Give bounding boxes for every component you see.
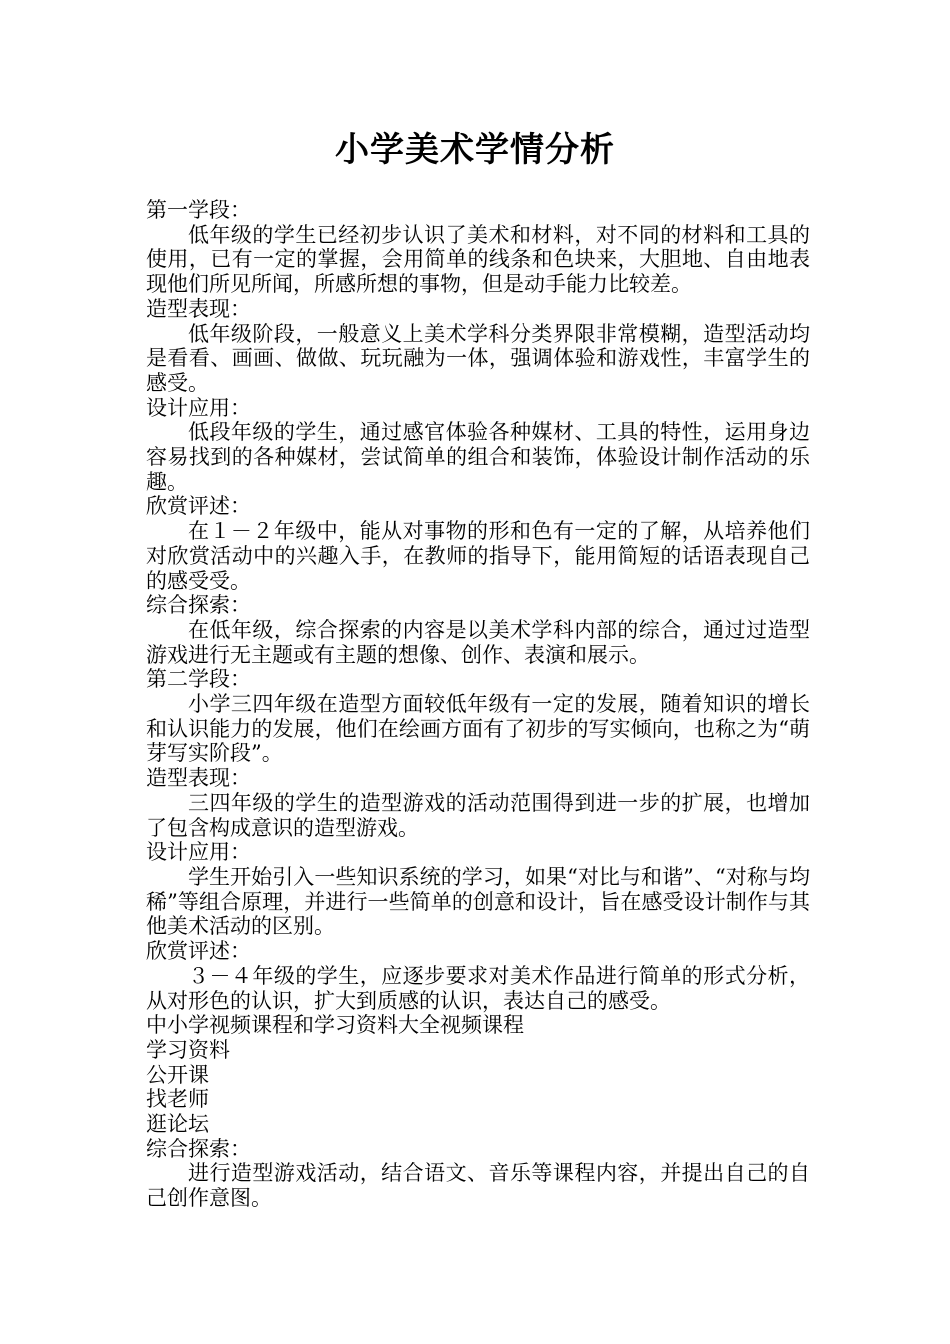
text-line: 逛论坛 [146,1112,209,1137]
section-heading: 造型表现： [146,766,251,791]
section-heading: 第一学段： [146,198,251,222]
section-heading: 综合探索： [146,593,251,618]
paragraph: 在１－２年级中，能从对事物的形和色有一定的了解，从培养他们对欣赏活动中的兴趣入手，在教师的指导下，能用简短的话语表现自己的感受受。 [146,519,810,593]
text-line: 找老师 [146,1087,209,1112]
paragraph: 进行造型游戏活动，结合语文、音乐等课程内容，并提出自己的自己创作意图。 [146,1161,810,1211]
document-body [146,198,810,1211]
paragraph: 小学三四年级在造型方面较低年级有一定的发展，随着知识的增长和认识能力的发展，他们在绘画方面有了初步的写实倾向，也称之为“萌芽写实阶段”。 [146,692,810,766]
paragraph: 低年级的学生已经初步认识了美术和材料，对不同的材料和工具的使用，已有一定的掌握，会用简单的线条和色块来，大胆地、自由地表现他们所见所闻，所感所想的事物，但是动手能力比较差。 [146,222,810,297]
section-heading: 设计应用： [146,395,251,420]
section-heading: 设计应用： [146,840,251,865]
section-heading: 第二学段： [146,667,251,692]
section-heading: 欣赏评述： [146,494,251,519]
section-heading: 综合探索： [146,1136,251,1161]
paragraph: 低年级阶段，一般意义上美术学科分类界限非常模糊，造型活动均是看看、画画、做做、玩玩融为一体，强调体验和游戏性，丰富学生的感受。 [146,321,810,395]
text-line: 中小学视频课程和学习资料大全视频课程 [146,1013,524,1038]
text-line: 公开课 [146,1062,209,1087]
paragraph: 三四年级的学生的造型游戏的活动范围得到进一步的扩展，也增加了包含构成意识的造型游戏。 [146,790,810,840]
document-title: 小学美术学情分析 [335,130,615,170]
section-heading: 造型表现： [146,296,251,321]
paragraph: 学生开始引入一些知识系统的学习，如果“对比与和谐”、“对称与均稀”等组合原理，并进行一些简单的创意和设计，旨在感受设计制作与其他美术活动的区别。 [146,864,810,939]
section-heading: 欣赏评述： [146,939,251,964]
paragraph: 在低年级，综合探索的内容是以美术学科内部的综合，通过过造型游戏进行无主题或有主题的想像、创作、表演和展示。 [146,617,810,667]
paragraph: ３－４年级的学生，应逐步要求对美术作品进行简单的形式分析，从对形色的认识，扩大到质感的认识，表达自己的感受。 [146,963,810,1013]
text-line: 学习资料 [146,1037,230,1062]
paragraph: 低段年级的学生，通过感官体验各种媒材、工具的特性，运用身边容易找到的各种媒材，尝试简单的组合和装饰，体验设计制作活动的乐趣。 [146,420,810,494]
